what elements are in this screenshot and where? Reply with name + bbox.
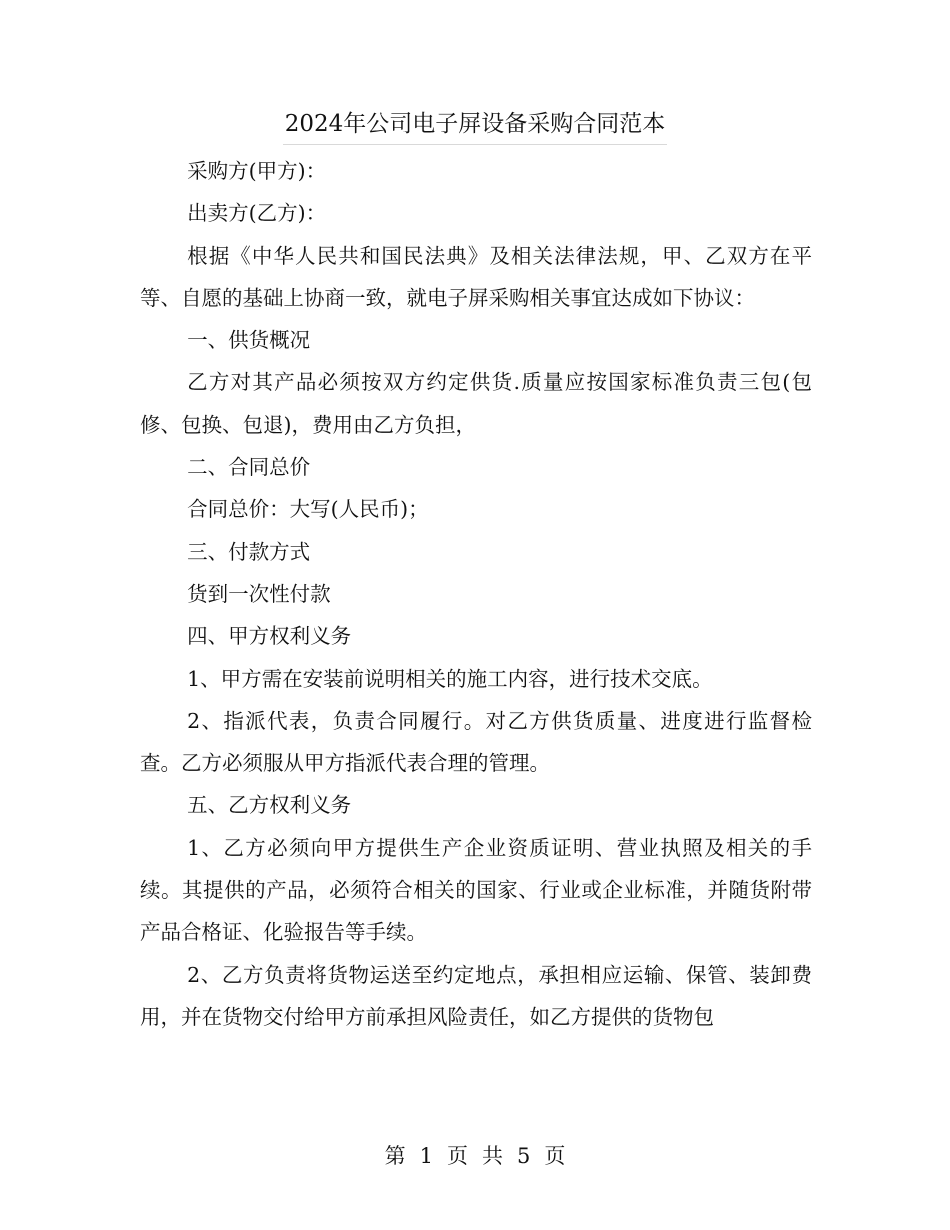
section-heading-supply: 一、供货概况	[187, 328, 311, 353]
paragraph-party-a-item-1: 1、甲方需在安装前说明相关的施工内容，进行技术交底。	[187, 666, 713, 691]
section-heading-party-b-rights: 五、乙方权利义务	[187, 793, 352, 818]
paragraph-preamble: 根据《中华人民共和国民法典》及相关法律法规，甲、乙双方在平等、自愿的基础上协商一致，就电子屏采购相关事宜达成如下协议：	[140, 243, 812, 310]
paragraph-party-a-item-2: 2、指派代表，负责合同履行。对乙方供货质量、进度进行监督检查。乙方必须服从甲方指派代表合理的管理。	[140, 708, 812, 776]
paragraph-buyer: 采购方(甲方)：	[187, 159, 327, 183]
paragraph-supply: 乙方对其产品必须按双方约定供货.质量应按国家标准负责三包(包修、包换、包退)，费用由乙方负担，	[140, 370, 812, 437]
paragraph-seller: 出卖方(乙方)：	[187, 201, 327, 226]
section-heading-payment: 三、付款方式	[187, 539, 311, 564]
page-footer: 第 1 页 共 5 页	[384, 1144, 566, 1168]
section-heading-party-a-rights: 四、甲方权利义务	[187, 624, 352, 649]
paragraph-party-b-item-2: 2、乙方负责将货物运送至约定地点，承担相应运输、保管、装卸费用，并在货物交付给甲方前承担风险责任，如乙方提供的货物包	[140, 962, 812, 1029]
document-title-text: 2024年公司电子屏设备采购合同范本	[283, 104, 668, 145]
paragraph-payment: 货到一次性付款	[187, 581, 331, 606]
document-body	[140, 150, 812, 1038]
paragraph-total-price: 合同总价：大写(人民币)；	[187, 497, 429, 522]
section-heading-total-price: 二、合同总价	[187, 455, 311, 480]
paragraph-party-b-item-1: 1、乙方必须向甲方提供生产企业资质证明、营业执照及相关的手续。其提供的产品，必须符合相关的国家、行业或企业标准，并随货附带产品合格证、化验报告等手续。	[140, 835, 812, 945]
document-title	[0, 104, 950, 145]
